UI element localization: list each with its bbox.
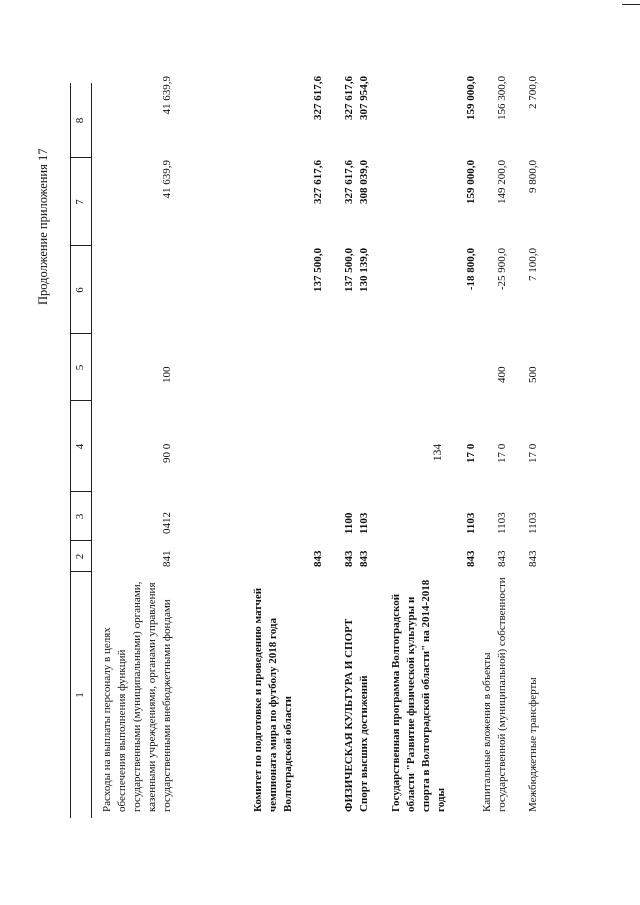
cell-change: 137 500,0 [312, 248, 324, 292]
col-header-7: 7 [74, 199, 86, 205]
cell-total-2: 159 000,0 [465, 76, 477, 120]
cell-total-2: 156 300,0 [496, 76, 508, 120]
cell-total-2: 41 639,9 [161, 76, 173, 115]
cell-target-code: 17 0 [496, 443, 508, 463]
cell-admin-code: 841 [161, 550, 173, 567]
row-label: ФИЗИЧЕСКАЯ КУЛЬТУРА И СПОРТ [343, 618, 355, 812]
cell-expense-type: 100 [161, 366, 173, 383]
table-caption: Продолжение приложения 17 [36, 148, 50, 305]
cell-total-1: 327 617,6 [343, 160, 355, 204]
cell-change: 7 100,0 [527, 248, 539, 281]
cell-section-code: 1103 [358, 512, 370, 534]
cell-section-code: 0412 [161, 512, 173, 534]
cell-section-code: 1103 [465, 512, 477, 534]
table-header-rule [91, 83, 92, 818]
col-header-6: 6 [74, 287, 86, 293]
cell-admin-code: 843 [312, 550, 324, 567]
cell-admin-code: 843 [343, 550, 355, 567]
row-label: Комитет по подготовке и проведению матчей чемпионата мира по футболу 2018 года Волгоградской области [252, 587, 294, 812]
cell-change: 130 139,0 [358, 248, 370, 292]
row-label: Расходы на выплаты персоналу в целях обеспечения выполнения функций государственными (муниципальными) органами, казенными учреждениями, органами управления государственными внебюджетными фондами [101, 581, 173, 812]
cell-total-1: 149 200,0 [496, 160, 508, 204]
cell-change: -18 800,0 [465, 248, 477, 291]
cell-total-2: 327 617,6 [343, 76, 355, 120]
row-label: Капитальные вложения в объекты государственной (муниципальной) собственности [481, 577, 508, 812]
row-label: Государственная программа Волгоградской области "Развитие физической культуры и спорта в Волгоградской области" на 2014-2018 годы [390, 579, 447, 812]
cell-section-code: 1103 [496, 512, 508, 534]
cell-target-code: 17 0 [465, 443, 477, 463]
cell-section-code: 1103 [527, 512, 539, 534]
cell-admin-code: 843 [496, 550, 508, 567]
col-header-4: 4 [74, 443, 86, 450]
cell-change: 137 500,0 [343, 248, 355, 292]
cell-section-code: 1100 [343, 512, 355, 534]
col-header-1: 1 [74, 692, 86, 698]
cell-total-1: 9 800,0 [527, 160, 539, 193]
cell-total-1: 327 617,6 [312, 160, 324, 204]
cell-expense-type: 400 [496, 366, 508, 383]
cell-expense-type: 500 [527, 366, 539, 383]
col-header-3: 3 [74, 513, 86, 520]
col-header-8: 8 [74, 117, 86, 124]
cell-target-code: 90 0 [161, 443, 173, 463]
cell-target-code: 17 0 [527, 443, 539, 463]
cell-total-1: 41 639,9 [161, 160, 173, 199]
cell-total-1: 159 000,0 [465, 160, 477, 204]
cell-admin-code: 843 [527, 550, 539, 567]
cell-total-2: 2 700,0 [527, 76, 539, 109]
row-label: Спорт высших достижений [358, 675, 370, 812]
cell-total-1: 308 039,0 [358, 160, 370, 204]
page-number: 134 [432, 443, 444, 462]
cell-admin-code: 843 [465, 550, 477, 567]
col-header-2: 2 [74, 553, 86, 560]
cell-change: -25 900,0 [496, 248, 508, 291]
cell-admin-code: 843 [358, 550, 370, 567]
cell-total-2: 307 954,0 [358, 76, 370, 120]
row-label: Межбюджетные трансферты [527, 677, 539, 812]
cell-total-2: 327 617,6 [312, 76, 324, 120]
col-header-5: 5 [74, 364, 86, 371]
